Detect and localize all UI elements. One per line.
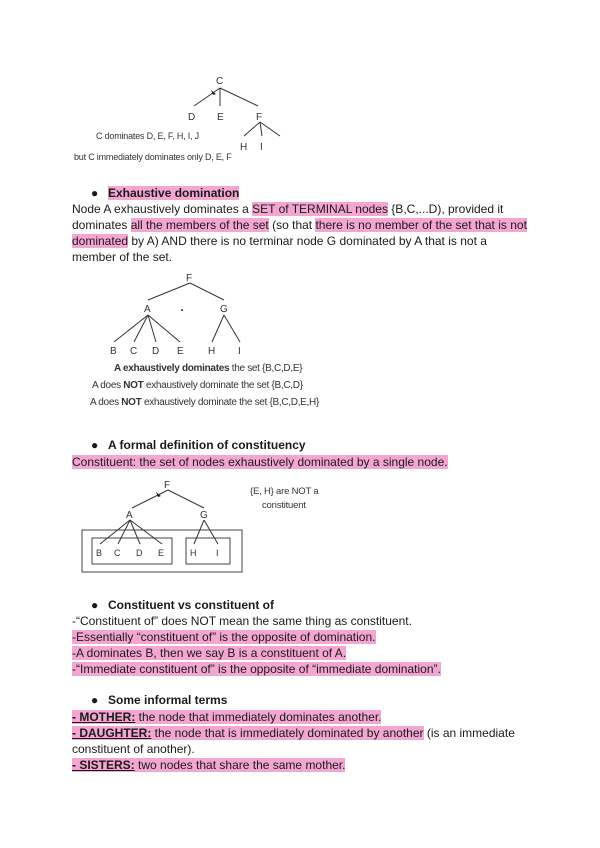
tree2-node-i: I	[238, 346, 241, 357]
tree-diagram-1	[180, 70, 300, 160]
branch-c-d	[194, 88, 220, 106]
branch-a-d	[148, 315, 156, 342]
tree2-caption-3: A does NOT exhaustively dominate the set {B,C,D,E,H}	[90, 397, 319, 408]
term-sisters: - SISTERS: two nodes that share the same mother.	[72, 758, 346, 772]
tree3-node-c: C	[114, 548, 121, 558]
branch-g-h	[194, 520, 204, 544]
tree-diagram-3	[80, 478, 250, 578]
tree2-caption-2: A does NOT exhaustively dominate the set {B,C,D}	[92, 380, 303, 391]
tree3-node-g: G	[200, 510, 208, 521]
bullet-icon: ●	[91, 693, 99, 707]
branch-g-h	[212, 315, 224, 342]
tree1-node-i: I	[260, 142, 263, 153]
heading-constituent-vs: Constituent vs constituent of	[108, 598, 274, 612]
heading-exhaustive-domination: Exhaustive domination	[108, 186, 240, 200]
tree1-node-h: H	[240, 142, 248, 153]
vs-line-4: -“Immediate constituent of” is the opposite of “immediate domination”.	[72, 662, 441, 676]
branch-a-c	[118, 520, 130, 544]
branch-f-g	[168, 490, 204, 508]
tree1-caption-2: but C immediately dominates only D, E, F	[74, 152, 232, 162]
heading-formal-definition: A formal definition of constituency	[108, 438, 306, 452]
bullet-icon: ●	[91, 186, 99, 200]
vs-line-1: -“Constituent of” does NOT mean the same thing as constituent.	[72, 614, 412, 628]
tree3-note-2: constituent	[262, 500, 306, 511]
tree3-node-f: F	[164, 480, 171, 491]
branch-g-i	[224, 315, 240, 342]
branch-f-a	[148, 283, 190, 300]
term-daughter: - DAUGHTER: the node that is immediately dominated by another (is an immediate constituent of another).	[72, 726, 515, 756]
tree3-node-e: E	[158, 548, 165, 558]
vs-line-3: -A dominates B, then we say B is a constituent of A.	[72, 646, 347, 660]
tree-diagram-2	[100, 270, 270, 360]
branch-f-j	[260, 122, 280, 136]
bullet-icon: ●	[91, 598, 99, 612]
exhaustive-definition-paragraph: Node A exhaustively dominates a SET of TERMINAL nodes {B,C,...D), provided it dominates all the members of the set (so that there is no member of the set that is not dominated by A) AND there is no terminar node G dominated by A that is not a member of the set.	[72, 202, 527, 264]
tree2-node-g: G	[220, 304, 228, 315]
branch-f-g	[190, 283, 224, 300]
branch-a-b	[114, 315, 148, 342]
tree1-caption-1: C dominates D, E, F, H, I, J	[96, 131, 199, 141]
tree2-caption-1: A exhaustively dominates the set {B,C,D,E}	[114, 363, 303, 374]
tree2-node-b: B	[110, 346, 117, 357]
branch-a-e	[148, 315, 180, 342]
tree2-node-e: E	[177, 346, 184, 357]
tree2-node-c: C	[130, 346, 138, 357]
branch-f-a	[132, 490, 168, 508]
branch-a-c	[134, 315, 148, 342]
branch-f-i	[260, 122, 262, 136]
term-mother: - MOTHER: the node that immediately dominates another.	[72, 710, 382, 724]
tree3-node-a: A	[126, 510, 133, 521]
branch-a-b	[100, 520, 130, 544]
branch-g-i	[204, 520, 218, 544]
tree3-node-i: I	[216, 548, 219, 558]
tree2-node-d: D	[152, 346, 160, 357]
tree2-node-a: A	[144, 304, 151, 315]
tree3-note-1: {E, H} are NOT a	[250, 486, 319, 497]
tree1-node-d: D	[188, 112, 196, 123]
tree3-node-b: B	[96, 548, 103, 558]
branch-f-h	[244, 122, 260, 136]
tree1-node-f: F	[256, 112, 263, 123]
tree2-node-h: H	[208, 346, 216, 357]
cursor-icon	[156, 492, 161, 497]
tree1-node-c: C	[216, 76, 224, 87]
tree3-node-h: H	[190, 548, 197, 558]
branch-c-f	[220, 88, 258, 106]
vs-line-2: -Essentially “constituent of” is the opposite of domination.	[72, 630, 376, 644]
tree1-node-e: E	[217, 112, 224, 123]
tree2-node-f: F	[186, 273, 193, 284]
heading-informal-terms: Some informal terms	[108, 693, 228, 707]
tree3-node-d: D	[136, 548, 143, 558]
bullet-icon: ●	[91, 438, 99, 452]
constituent-definition: Constituent: the set of nodes exhaustively dominated by a single node.	[72, 455, 448, 469]
dot-mark	[181, 309, 183, 311]
